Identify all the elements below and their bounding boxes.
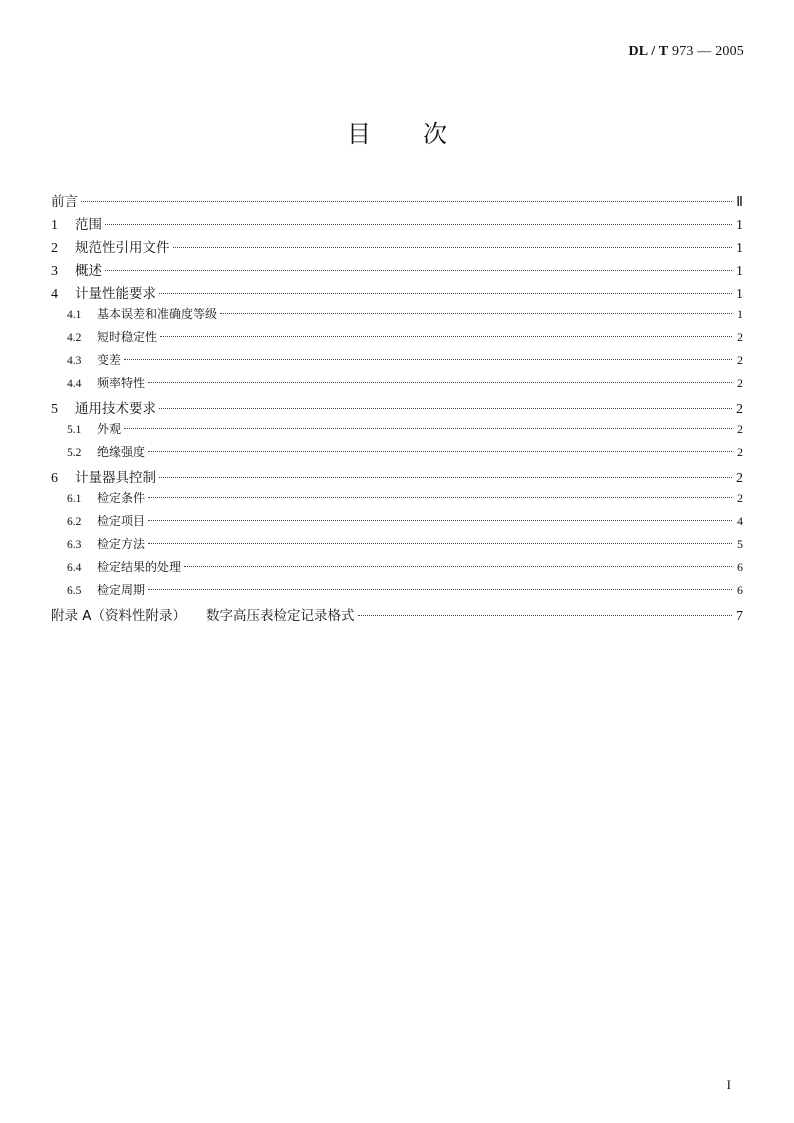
toc-entry-4-1[interactable] — [51, 305, 743, 328]
toc-leader-dots — [160, 336, 732, 337]
toc-entry-page: 1 — [737, 307, 743, 321]
toc-entry-number: 5.1 — [67, 424, 82, 436]
toc-leader-dots — [81, 201, 732, 202]
toc-leader-dots — [220, 313, 732, 314]
toc-entry-5-1[interactable] — [51, 420, 743, 443]
toc-entry-label: 变差 — [97, 353, 122, 367]
toc-entry-label: 检定周期 — [97, 583, 146, 597]
toc-entry-page: 2 — [737, 422, 743, 436]
toc-entry-label: 通用技术要求 — [75, 401, 156, 417]
toc-entry-number: 4.1 — [67, 309, 82, 321]
toc-entry-page: 4 — [737, 514, 743, 528]
toc-entry-4[interactable] — [51, 282, 743, 305]
toc-entry-6-1[interactable] — [51, 489, 743, 512]
toc-entry-appendix-a[interactable] — [51, 604, 743, 627]
toc-entry-page: 2 — [736, 402, 743, 417]
toc-leader-dots — [124, 428, 732, 429]
toc-entry-6[interactable] — [51, 466, 743, 489]
toc-entry-number: 6 — [51, 471, 58, 486]
toc-entry-page: 1 — [736, 241, 743, 256]
toc-entry-6-3[interactable] — [51, 535, 743, 558]
toc-entry-number: 4.4 — [67, 378, 82, 390]
toc-entry-1[interactable] — [51, 213, 743, 236]
toc-entry-label: 检定方法 — [97, 537, 146, 551]
toc-leader-dots — [159, 477, 732, 478]
toc-entry-label: 规范性引用文件 — [75, 240, 170, 256]
toc-entry-page: 5 — [737, 537, 743, 551]
toc-entry-label: 计量器具控制 — [75, 470, 156, 486]
toc-leader-dots — [173, 247, 733, 248]
toc-leader-dots — [184, 566, 732, 567]
toc-entry-label: 短时稳定性 — [97, 330, 158, 344]
toc-entry-number: 6.5 — [67, 585, 82, 597]
toc-entry-number: 4.3 — [67, 355, 82, 367]
toc-entry-label: 检定项目 — [97, 514, 146, 528]
toc-entry-page: 6 — [737, 560, 743, 574]
page-title-part1: 目 — [347, 120, 371, 148]
toc-leader-dots — [124, 359, 732, 360]
toc-entry-number: 3 — [51, 264, 58, 279]
toc-entry-label: 频率特性 — [97, 376, 146, 390]
toc-entry-label: 检定条件 — [97, 491, 146, 505]
toc-leader-dots — [148, 497, 732, 498]
toc-entry-number: 2 — [51, 241, 58, 256]
toc-entry-4-2[interactable] — [51, 328, 743, 351]
page-title — [0, 114, 794, 149]
toc-entry-6-2[interactable] — [51, 512, 743, 535]
toc-entry-number: 5 — [51, 402, 58, 417]
toc-entry-label: 范围 — [75, 217, 102, 233]
toc-leader-dots — [148, 543, 732, 544]
footer-page-number: I — [726, 1077, 731, 1092]
toc-entry-4-4[interactable] — [51, 374, 743, 397]
toc-leader-dots — [358, 615, 732, 616]
toc-leader-dots — [148, 589, 732, 590]
toc-entry-label: 计量性能要求 — [75, 286, 156, 302]
toc-entry-page: 1 — [736, 264, 743, 279]
toc-entry-number: 5.2 — [67, 447, 82, 459]
toc-entry-page: 7 — [736, 609, 743, 624]
standard-code-prefix: DL / T — [628, 44, 669, 59]
toc-entry-page: Ⅱ — [736, 195, 743, 210]
table-of-contents — [51, 190, 743, 627]
toc-entry-number: 1 — [51, 218, 58, 233]
toc-entry-number: 6.2 — [67, 516, 82, 528]
toc-entry-label: 绝缘强度 — [97, 445, 146, 459]
toc-entry-2[interactable] — [51, 236, 743, 259]
toc-entry-foreword[interactable] — [51, 190, 743, 213]
standard-code-number: 973 — 2005 — [668, 44, 744, 59]
toc-leader-dots — [105, 270, 732, 271]
toc-entry-page: 2 — [737, 353, 743, 367]
toc-entry-page: 2 — [737, 491, 743, 505]
toc-leader-dots — [148, 382, 732, 383]
toc-entry-label: 检定结果的处理 — [97, 560, 182, 574]
toc-entry-page: 6 — [737, 583, 743, 597]
toc-entry-label: 概述 — [75, 263, 102, 279]
toc-entry-number: 6.4 — [67, 562, 82, 574]
toc-entry-3[interactable] — [51, 259, 743, 282]
toc-entry-page: 2 — [737, 445, 743, 459]
toc-entry-5[interactable] — [51, 397, 743, 420]
toc-entry-page: 1 — [736, 218, 743, 233]
toc-entry-page: 2 — [736, 471, 743, 486]
toc-entry-5-2[interactable] — [51, 443, 743, 466]
page-title-part2: 次 — [423, 120, 447, 148]
toc-leader-dots — [159, 408, 732, 409]
toc-entry-number: 6.3 — [67, 539, 82, 551]
toc-appendix-prefix: 附录 A（资料性附录） — [51, 608, 187, 624]
toc-entry-label: 外观 — [97, 422, 122, 436]
toc-appendix-title: 数字高压表检定记录格式 — [206, 608, 355, 624]
toc-entry-6-5[interactable] — [51, 581, 743, 604]
toc-entry-6-4[interactable] — [51, 558, 743, 581]
toc-entry-page: 2 — [737, 376, 743, 390]
toc-entry-label: 基本误差和准确度等级 — [97, 307, 218, 321]
toc-leader-dots — [148, 520, 732, 521]
toc-entry-number: 4 — [51, 287, 58, 302]
toc-leader-dots — [159, 293, 732, 294]
standard-code — [628, 44, 744, 60]
toc-entry-number: 6.1 — [67, 493, 82, 505]
toc-entry-4-3[interactable] — [51, 351, 743, 374]
toc-entry-page: 2 — [737, 330, 743, 344]
toc-entry-page: 1 — [736, 287, 743, 302]
toc-entry-label: 前言 — [51, 194, 78, 210]
toc-leader-dots — [148, 451, 732, 452]
toc-entry-number: 4.2 — [67, 332, 82, 344]
toc-leader-dots — [105, 224, 732, 225]
